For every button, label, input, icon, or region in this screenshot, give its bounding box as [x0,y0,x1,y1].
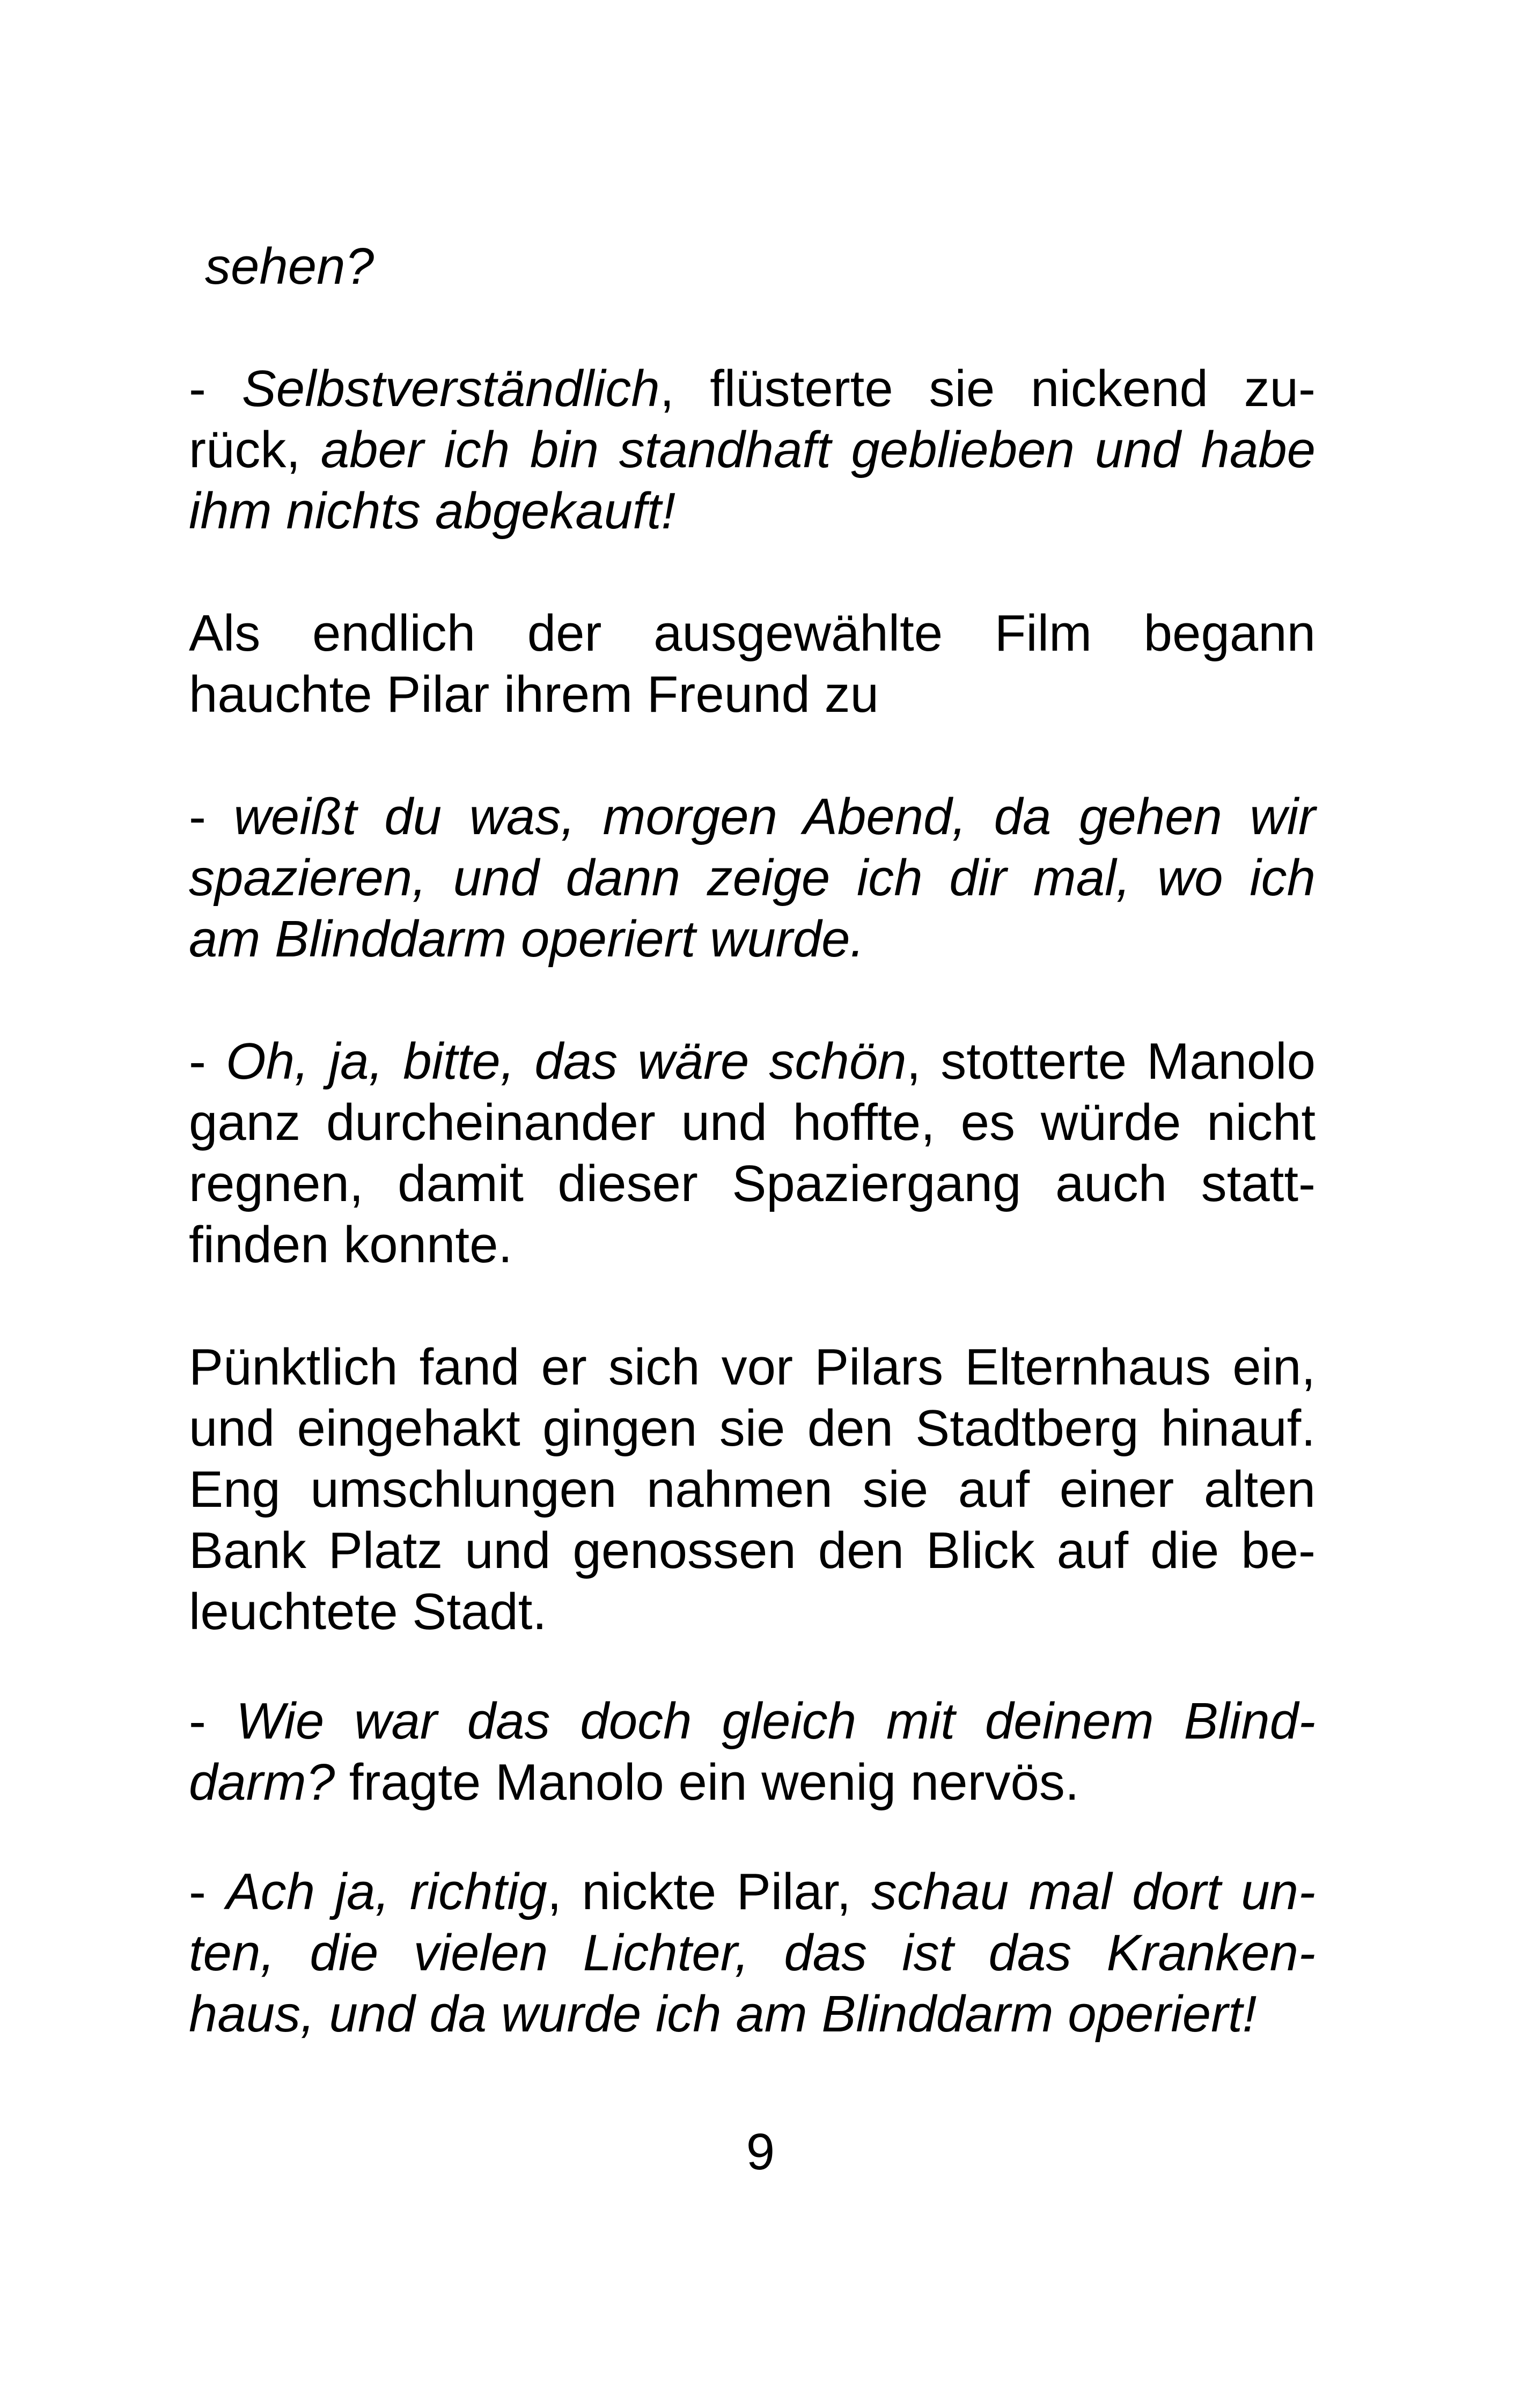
paragraph [189,1861,1316,2045]
text-line [189,1459,1316,1520]
text-line [189,1153,1316,1214]
text-run: - [189,360,242,417]
paragraph [189,1691,1316,1813]
page-number: 9 [746,2123,775,2181]
text-run: - [189,1692,236,1750]
text-line [189,419,1316,481]
text-run: finden konnte. [189,1216,513,1273]
page-body [189,236,1316,2045]
text-run: , flüsterte sie nickend zu- [659,360,1316,417]
text-line [189,1752,1316,1813]
text-line [189,1337,1316,1398]
text-line [189,1861,1316,1923]
text-run: darm? [189,1754,335,1811]
text-line [189,909,1316,970]
text-line [189,664,1316,725]
text-run: hauchte Pilar ihrem Freund zu [189,666,879,723]
text-run: regnen, damit dieser Spaziergang auch statt- [189,1155,1316,1212]
paragraph [189,786,1316,970]
paragraph [189,1337,1316,1643]
text-run: , stotterte Manolo [906,1033,1316,1090]
text-line [189,786,1316,848]
text-run: Pünktlich fand er sich vor Pilars Elternhaus ein, [189,1338,1316,1396]
text-run: - [189,788,234,845]
text-run: ganz durcheinander und hoffte, es würde nicht [189,1094,1316,1151]
text-run: sehen? [205,238,374,295]
text-run: und eingehakt gingen sie den Stadtberg hinauf. [189,1400,1316,1457]
text-run: haus, und da wurde ich am Blinddarm operiert! [189,1985,1257,2043]
text-run: rück, [189,421,321,478]
text-run: Bank Platz und genossen den Blick auf die be- [189,1522,1316,1579]
text-run: , nickte Pilar, [547,1863,871,1920]
text-line [189,236,1316,297]
text-run: - [189,1033,226,1090]
text-line [189,1581,1316,1643]
text-run: Oh, ja, bitte, das wäre schön [226,1033,907,1090]
paragraph [189,236,1316,297]
text-run: schau mal dort un- [871,1863,1316,1920]
text-run: Wie war das doch gleich mit deinem Blind- [236,1692,1316,1750]
text-run: Als endlich der ausgewählte Film begann [189,605,1316,662]
text-run: Eng umschlungen nahmen sie auf einer alten [189,1461,1316,1518]
paragraph [189,603,1316,725]
text-run: am Blinddarm operiert wurde. [189,910,865,968]
text-line [189,1092,1316,1153]
text-line [189,1691,1316,1752]
text-line [189,1984,1316,2045]
text-line [189,1214,1316,1276]
text-run: Ach ja, richtig [226,1863,547,1920]
text-run: - [189,1863,226,1920]
text-line [189,1398,1316,1459]
text-line [189,358,1316,419]
text-line [189,848,1316,909]
text-line [189,481,1316,542]
text-run: aber ich bin standhaft geblieben und habe [320,421,1316,478]
text-line [189,1923,1316,1984]
paragraph [189,1031,1316,1276]
text-run: fragte Manolo ein wenig nervös. [335,1754,1079,1811]
text-line [189,603,1316,664]
text-run: ten, die vielen Lichter, das ist das Kranken- [189,1924,1316,1982]
paragraph [189,358,1316,542]
text-run: leuchtete Stadt. [189,1583,547,1640]
text-line [189,1520,1316,1581]
text-run: Selbstverständlich [241,360,660,417]
text-run: ihm nichts abgekauft! [189,482,676,540]
text-run: weißt du was, morgen Abend, da gehen wir [233,788,1316,845]
text-run: spazieren, und dann zeige ich dir mal, wo ich [189,849,1316,907]
text-line [189,1031,1316,1092]
